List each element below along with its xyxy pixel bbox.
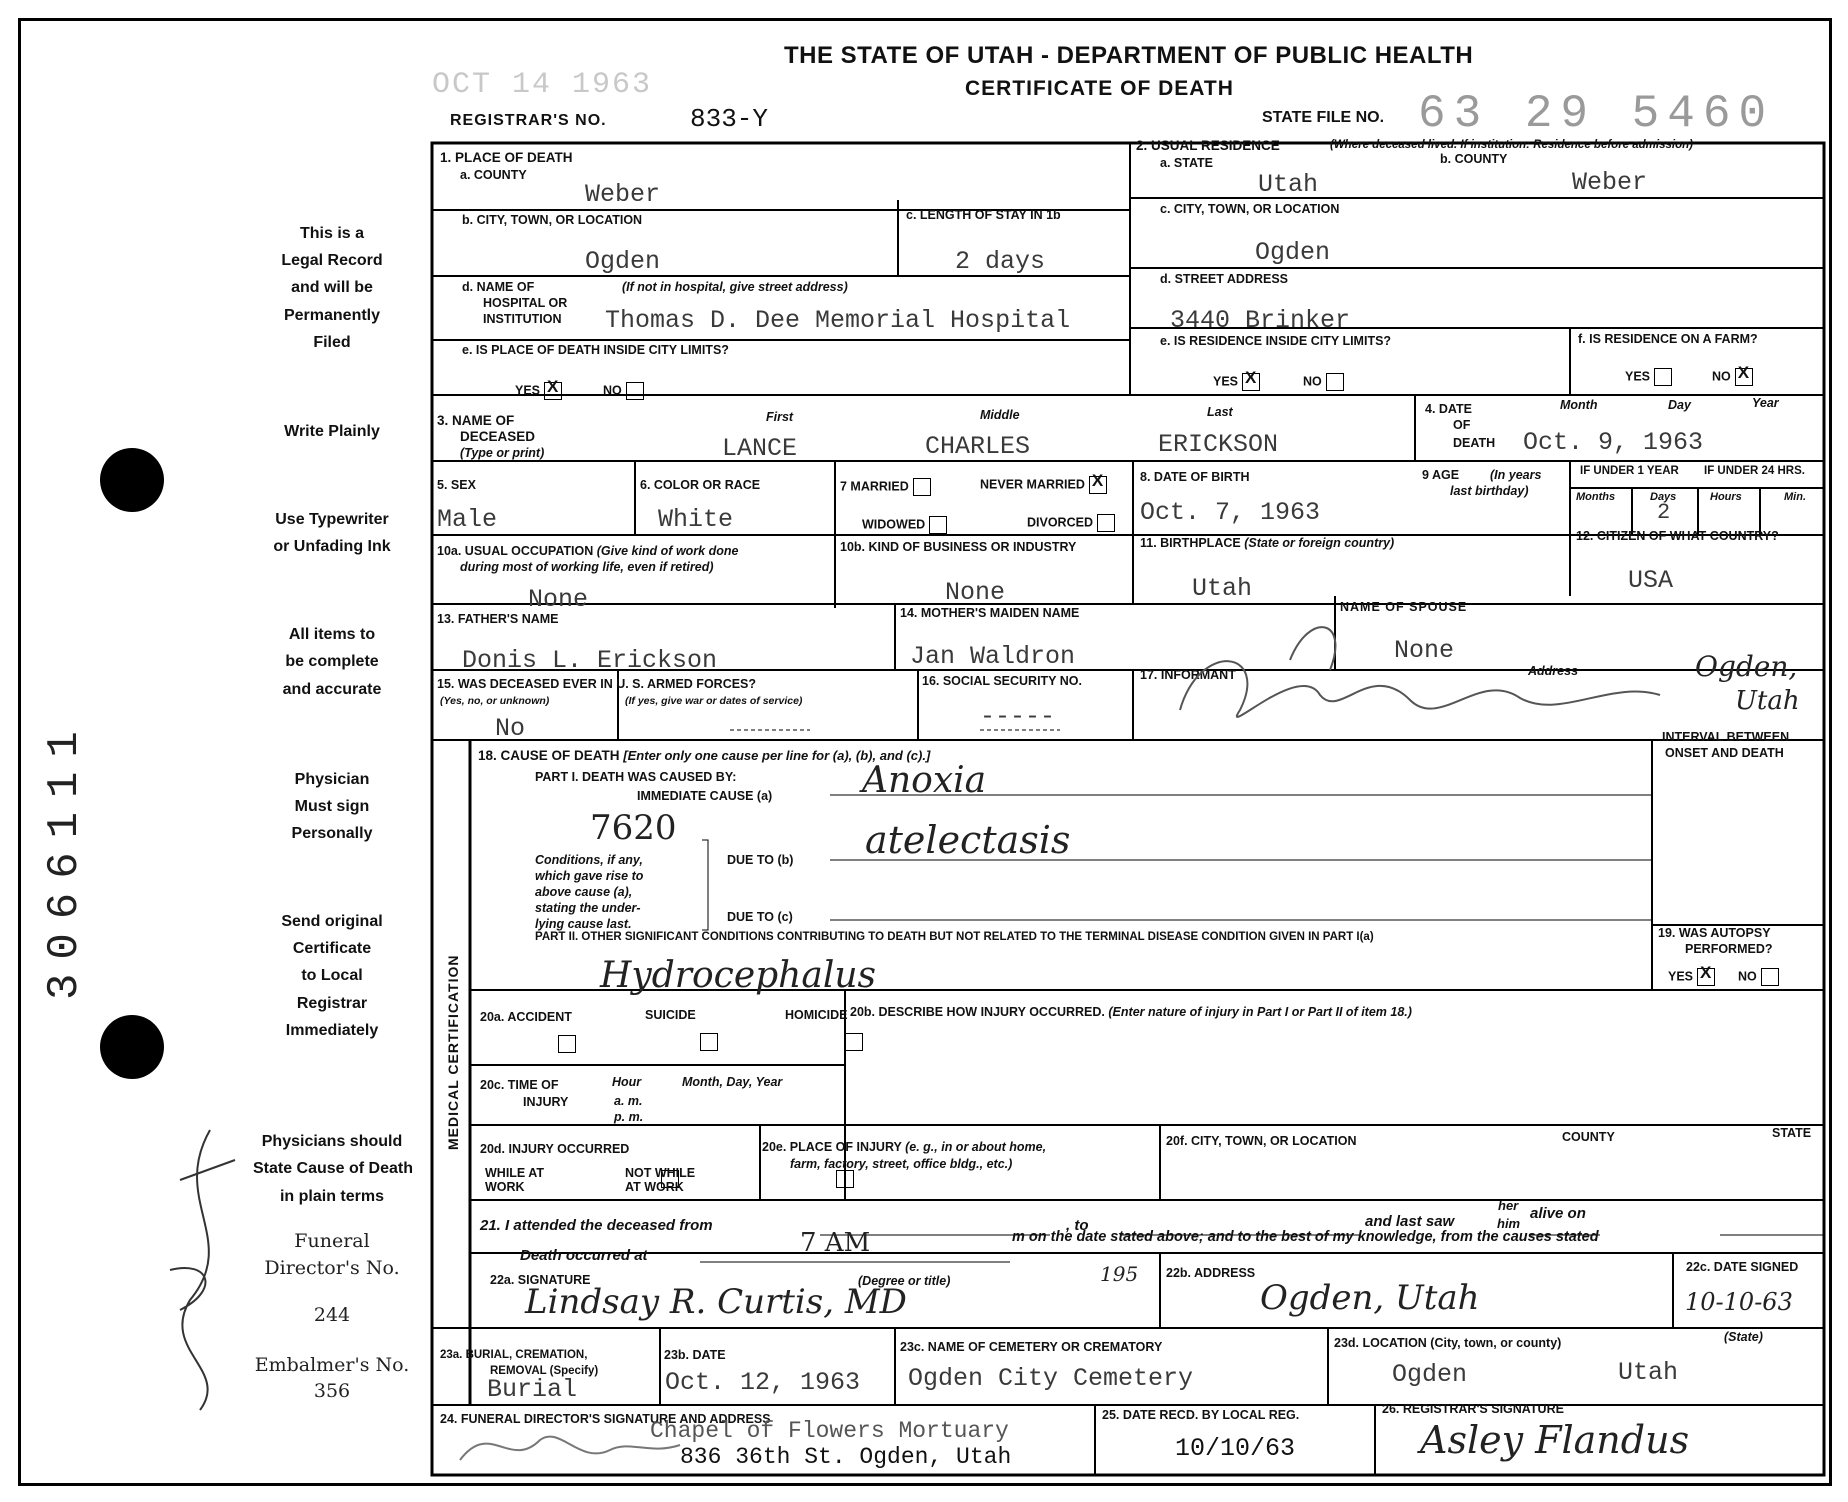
death-city-limits-label: e. IS PLACE OF DEATH INSIDE CITY LIMITS? — [462, 343, 729, 357]
sidebar-note-16: to Local — [301, 967, 363, 984]
checkbox-checked[interactable] — [1697, 968, 1715, 986]
sidebar-note-20: State Cause of Death — [252, 1160, 414, 1177]
checkbox-checked[interactable] — [1089, 476, 1107, 494]
informant-address-label: Address — [1528, 664, 1579, 678]
state-file-label: STATE FILE NO. — [1262, 109, 1385, 126]
middle-name: CHARLES — [925, 432, 1031, 461]
death-city-label: b. CITY, TOWN, OR LOCATION — [462, 213, 643, 227]
death-date-label-2: OF — [1453, 418, 1471, 432]
res-state-label: a. STATE — [1160, 156, 1214, 170]
interval-label-2: ONSET AND DEATH — [1665, 746, 1784, 760]
spouse-name: None — [1394, 636, 1455, 665]
cemetery-label: 23c. NAME OF CEMETERY OR CREMATORY — [900, 1340, 1163, 1354]
injury-occurred-label: 20d. INJURY OCCURRED — [480, 1142, 630, 1156]
death-city-limits-yes[interactable]: YESX — [515, 382, 562, 400]
medical-certification-label: MEDICAL CERTIFICATION — [445, 954, 461, 1150]
not-while-at-work-checkbox[interactable] — [836, 1170, 854, 1188]
immediate-cause-label: IMMEDIATE CAUSE (a) — [637, 789, 773, 803]
min-label: Min. — [1784, 491, 1806, 503]
mother-label: 14. MOTHER'S MAIDEN NAME — [900, 606, 1080, 620]
spouse-label: NAME OF SPOUSE — [1340, 600, 1468, 614]
under-1-year-label: IF UNDER 1 YEAR — [1580, 465, 1679, 477]
burial-type: Burial — [487, 1375, 578, 1404]
hospital-label-2: HOSPITAL OR — [483, 296, 568, 310]
funeral-director-name: Chapel of Flowers Mortuary — [650, 1418, 1009, 1444]
funeral-director-address: 836 36th St. Ogden, Utah — [680, 1444, 1012, 1470]
age-days: 2 — [1657, 500, 1671, 525]
burial-date-label: 23b. DATE — [664, 1348, 726, 1362]
last-name-label: Last — [1207, 405, 1233, 419]
death-occurred-label: Death occurred at — [520, 1247, 648, 1264]
conditions-1: Conditions, if any, — [535, 853, 643, 867]
race-label: 6. COLOR OR RACE — [640, 478, 761, 492]
divorced-option[interactable]: DIVORCED — [1027, 514, 1115, 532]
part-1-label: PART I. DEATH WAS CAUSED BY: — [535, 770, 737, 784]
vertical-serial-number: 3066111 — [40, 717, 90, 1000]
burial-location-label: 23d. LOCATION (City, town, or county) — [1334, 1336, 1562, 1350]
funeral-director-label: 24. FUNERAL DIRECTOR'S SIGNATURE AND ADDRESS — [440, 1412, 771, 1426]
attended-from-label: 21. I attended the deceased from — [480, 1217, 713, 1234]
sidebar-note-7: or Unfading Ink — [273, 538, 391, 555]
due-to-c-label: DUE TO (c) — [727, 910, 793, 924]
residence-hint: (Where deceased lived. If institution: Residence before admission) — [1330, 139, 1693, 151]
death-county-label: a. COUNTY — [460, 168, 527, 182]
res-street-label: d. STREET ADDRESS — [1160, 272, 1289, 286]
alive-on-label: alive on — [1530, 1205, 1586, 1222]
informant-address-1: Ogden, — [1695, 650, 1798, 683]
father-name: Donis L. Erickson — [462, 646, 718, 675]
homicide-checkbox[interactable] — [845, 1033, 863, 1051]
page-subtitle: CERTIFICATE OF DEATH — [965, 77, 1234, 100]
married-option[interactable]: 7 MARRIED — [840, 478, 931, 496]
informant-signature — [1160, 600, 1680, 755]
part-2-value: Hydrocephalus — [600, 955, 876, 996]
due-to-b: atelectasis — [865, 818, 1071, 862]
funeral-label-1: Funeral — [294, 1230, 370, 1252]
occupation: None — [528, 585, 589, 614]
death-city: Ogden — [585, 247, 661, 276]
hours-label: Hours — [1710, 491, 1742, 503]
sidebar-note-17: Registrar — [296, 995, 368, 1012]
sidebar-note-5: Write Plainly — [284, 423, 380, 440]
checkbox[interactable] — [1654, 368, 1672, 386]
death-county: Weber — [585, 180, 661, 209]
state-file-no: 63 29 5460 — [1418, 88, 1775, 140]
sidebar-note-11: Physician — [294, 771, 370, 788]
checkbox-checked[interactable] — [1735, 368, 1753, 386]
registrar-no-label: REGISTRAR'S NO. — [450, 112, 607, 129]
day-label: Day — [1668, 398, 1691, 412]
signature-label: 22a. SIGNATURE — [490, 1273, 591, 1287]
page-title: THE STATE OF UTAH - DEPARTMENT OF PUBLIC HEALTH — [784, 42, 1474, 69]
sidebar-note-9: be complete — [285, 653, 379, 670]
physician-number: 195 — [1100, 1262, 1139, 1286]
age-label-2: (In years — [1490, 468, 1542, 482]
last-saw-label: and last saw — [1365, 1213, 1455, 1230]
sidebar-note-12: Must sign — [294, 798, 370, 815]
burial-location-city: Ogden — [1392, 1360, 1468, 1389]
months-label: Months — [1576, 491, 1616, 503]
hospital-name: Thomas D. Dee Memorial Hospital — [605, 306, 1071, 335]
autopsy-no[interactable]: NO — [1738, 968, 1779, 986]
sidebar-note-14: Send original — [281, 913, 383, 930]
physician-address-label: 22b. ADDRESS — [1166, 1266, 1256, 1280]
her-label: her — [1498, 1198, 1519, 1213]
first-name-label: First — [766, 410, 794, 424]
immediate-cause: Anoxia — [862, 760, 987, 801]
residence-label: 2. USUAL RESIDENCE — [1136, 138, 1280, 153]
res-county: Weber — [1572, 168, 1648, 197]
business: None — [945, 578, 1006, 607]
interval-label-1: INTERVAL BETWEEN — [1662, 730, 1790, 744]
under-24-hrs-label: IF UNDER 24 HRS. — [1704, 465, 1805, 477]
sidebar-note-8: All items to — [288, 626, 376, 643]
hospital-label-3: INSTITUTION — [483, 312, 562, 326]
time-of-injury-1: 20c. TIME OF — [480, 1078, 559, 1092]
death-date: Oct. 9, 1963 — [1523, 428, 1704, 457]
while-at-work[interactable]: WHILE AT WORK — [485, 1166, 545, 1194]
res-city-label: c. CITY, TOWN, OR LOCATION — [1160, 202, 1340, 216]
dob: Oct. 7, 1963 — [1140, 498, 1321, 527]
farm-no[interactable]: NOX — [1712, 368, 1753, 386]
armed-forces-hint-2: (If yes, give war or dates of service) — [625, 695, 803, 707]
armed-forces-hint-1: (Yes, no, or unknown) — [440, 695, 550, 707]
disease-code: 7620 — [590, 808, 677, 848]
mother-name: Jan Waldron — [910, 642, 1076, 671]
hospital-hint: (If not in hospital, give street address) — [622, 280, 848, 294]
sidebar-note-19: Physicians should — [261, 1133, 403, 1150]
part-2-label: PART II. OTHER SIGNIFICANT CONDITIONS CONTRIBUTING TO DEATH BUT NOT RELATED TO THE TERMINAL DISEASE CONDITION GIVEN IN PART I(a) — [535, 931, 1374, 943]
autopsy-yes[interactable]: YESX — [1668, 968, 1715, 986]
conditions-2: which gave rise to — [535, 869, 644, 883]
burial-date: Oct. 12, 1963 — [665, 1368, 861, 1397]
date-recd-label: 25. DATE RECD. BY LOCAL REG. — [1102, 1408, 1300, 1422]
ssn: ----- — [980, 702, 1056, 731]
date-signed-label: 22c. DATE SIGNED — [1686, 1260, 1799, 1274]
burial-location-state: Utah — [1618, 1358, 1679, 1387]
first-name: LANCE — [722, 434, 798, 463]
age-label-3: last birthday) — [1450, 484, 1529, 498]
mdy-label: Month, Day, Year — [682, 1075, 783, 1089]
armed-forces-label: 15. WAS DECEASED EVER IN U. S. ARMED FORCES? — [437, 677, 757, 691]
res-state: Utah — [1258, 170, 1319, 199]
year-label: Year — [1752, 396, 1779, 410]
sex: Male — [437, 505, 498, 534]
informant-address-2: Utah — [1735, 686, 1800, 716]
injury-county-label: COUNTY — [1562, 1130, 1615, 1144]
sex-label: 5. SEX — [437, 478, 476, 492]
widowed-option[interactable]: WIDOWED — [862, 516, 947, 534]
sidebar-note-1: Legal Record — [281, 252, 383, 269]
degree-label: (Degree or title) — [858, 1274, 951, 1288]
him-label: him — [1497, 1216, 1521, 1231]
death-time: 7 AM — [800, 1228, 871, 1258]
autopsy-label-1: 19. WAS AUTOPSY — [1658, 926, 1771, 940]
time-of-injury-2: INJURY — [523, 1095, 569, 1109]
pm-label: p. m. — [614, 1110, 644, 1124]
death-occurred-text: m on the date stated above; and to the best of my knowledge, from the causes stated — [1012, 1229, 1599, 1245]
suicide-label: SUICIDE — [645, 1008, 696, 1022]
registrar-no: 833-Y — [690, 104, 769, 134]
hour-label: Hour — [612, 1075, 642, 1089]
occupation-hint-2: during most of working life, even if retired) — [460, 560, 714, 574]
sidebar-note-4: Filed — [313, 334, 351, 351]
res-city-limits-no[interactable]: NO — [1303, 373, 1344, 391]
res-city-limits-yes[interactable]: YESX — [1213, 373, 1260, 391]
deceased-name-label-3: (Type or print) — [460, 446, 545, 460]
month-label: Month — [1560, 398, 1598, 412]
res-city-limits-label: e. IS RESIDENCE INSIDE CITY LIMITS? — [1160, 334, 1392, 348]
date-recd: 10/10/63 — [1175, 1434, 1296, 1463]
state-hint: (State) — [1724, 1330, 1763, 1344]
accident-label: 20a. ACCIDENT — [480, 1010, 572, 1024]
armed-forces: No — [495, 714, 526, 743]
race: White — [658, 505, 734, 534]
sidebar-note-13: Personally — [291, 825, 373, 842]
conditions-4: stating the under- — [535, 901, 641, 915]
cause-label: 18. CAUSE OF DEATH [Enter only one cause per line for (a), (b), and (c).] — [478, 748, 931, 763]
injury-city-label: 20f. CITY, TOWN, OR LOCATION — [1166, 1134, 1357, 1148]
place-of-death-label: 1. PLACE OF DEATH — [440, 150, 573, 165]
checkbox[interactable] — [1761, 968, 1779, 986]
registrar-signature-label: 26. REGISTRAR'S SIGNATURE — [1382, 1402, 1564, 1416]
checkbox[interactable] — [1097, 514, 1115, 532]
place-of-injury-hint: farm, factory, street, office bldg., etc.) — [790, 1157, 1013, 1171]
death-date-label-3: DEATH — [1453, 436, 1496, 450]
place-of-injury-label: 20e. PLACE OF INJURY (e. g., in or about home, — [762, 1140, 1047, 1154]
embalmer-no: 356 — [313, 1380, 351, 1402]
due-to-b-label: DUE TO (b) — [727, 853, 794, 867]
accident-checkbox[interactable] — [558, 1035, 576, 1053]
autopsy-label-2: PERFORMED? — [1685, 942, 1773, 956]
date-signed: 10-10-63 — [1685, 1288, 1793, 1316]
registrar-signature: Asley Flandus — [1420, 1418, 1690, 1462]
age-label-1: 9 AGE — [1422, 468, 1460, 482]
sidebar-note-21: in plain terms — [279, 1188, 385, 1205]
deceased-name-label-2: DECEASED — [460, 429, 536, 444]
sidebar-note-15: Certificate — [292, 940, 372, 957]
burial-type-label-2: REMOVAL (Specify) — [490, 1365, 599, 1377]
funeral-no: 244 — [313, 1304, 351, 1326]
dob-label: 8. DATE OF BIRTH — [1140, 470, 1250, 484]
death-date-label-1: 4. DATE — [1425, 402, 1472, 416]
injury-state-label: STATE — [1772, 1126, 1812, 1140]
stay-label: c. LENGTH OF STAY IN 1b — [906, 208, 1061, 222]
citizen-label: 12. CITIZEN OF WHAT COUNTRY? — [1576, 529, 1779, 543]
citizen: USA — [1628, 566, 1674, 595]
stay-length: 2 days — [955, 247, 1046, 276]
conditions-3: above cause (a), — [535, 885, 633, 899]
sidebar-note-0: This is a — [299, 225, 365, 242]
am-label: a. m. — [614, 1094, 643, 1108]
days-label: Days — [1650, 491, 1677, 503]
attended-to-label: , to — [1066, 1217, 1089, 1234]
funeral-director-signature — [450, 1410, 690, 1485]
funeral-label-2: Director's No. — [264, 1257, 400, 1279]
burial-type-label-1: 23a. BURIAL, CREMATION, — [440, 1349, 588, 1361]
birthplace: Utah — [1192, 574, 1253, 603]
never-married-option[interactable]: NEVER MARRIEDX — [980, 476, 1107, 494]
ssn-label: 16. SOCIAL SECURITY NO. — [922, 674, 1082, 688]
embalmer-label: Embalmer's No. — [254, 1354, 410, 1376]
describe-injury-label: 20b. DESCRIBE HOW INJURY OCCURRED. (Enter nature of injury in Part I or Part II of item 18.) — [850, 1005, 1412, 1019]
not-while-at-work[interactable]: NOT WHILE AT WORK — [625, 1166, 696, 1194]
sidebar-note-6: Use Typewriter — [275, 511, 389, 528]
checkbox[interactable] — [626, 382, 644, 400]
hospital-label-1: d. NAME OF — [462, 280, 535, 294]
suicide-checkbox[interactable] — [700, 1033, 718, 1051]
conditions-5: lying cause last. — [535, 917, 632, 931]
checkbox-checked[interactable] — [544, 382, 562, 400]
sidebar-note-2: and will be — [291, 279, 373, 296]
informant-label: 17. INFORMANT — [1140, 668, 1236, 682]
father-label: 13. FATHER'S NAME — [437, 612, 559, 626]
checkbox[interactable] — [929, 516, 947, 534]
checkbox[interactable] — [1326, 373, 1344, 391]
deceased-name-label-1: 3. NAME OF — [437, 413, 515, 428]
homicide-label: HOMICIDE — [785, 1008, 848, 1022]
physician-signature: Lindsay R. Curtis, MD — [525, 1282, 907, 1322]
birthplace-label: 11. BIRTHPLACE (State or foreign country) — [1140, 536, 1395, 550]
death-city-limits-no[interactable]: NO — [603, 382, 644, 400]
farm-label: f. IS RESIDENCE ON A FARM? — [1578, 332, 1758, 346]
sidebar-note-18: Immediately — [285, 1022, 379, 1039]
checkbox-checked[interactable] — [1242, 373, 1260, 391]
received-stamp: OCT 14 1963 — [432, 68, 653, 102]
res-street: 3440 Brinker — [1170, 306, 1351, 335]
physician-address: Ogden, Utah — [1260, 1278, 1480, 1318]
last-name: ERICKSON — [1158, 430, 1279, 459]
middle-name-label: Middle — [980, 408, 1020, 422]
res-county-label: b. COUNTY — [1440, 152, 1508, 166]
checkbox[interactable] — [913, 478, 931, 496]
occupation-label: 10a. USUAL OCCUPATION (Give kind of work done — [437, 544, 739, 558]
res-city: Ogden — [1255, 238, 1331, 267]
sidebar-note-10: and accurate — [282, 681, 382, 698]
farm-yes[interactable]: YES — [1625, 368, 1672, 386]
sidebar-note-3: Permanently — [283, 307, 381, 324]
business-label: 10b. KIND OF BUSINESS OR INDUSTRY — [840, 540, 1077, 554]
cemetery-name: Ogden City Cemetery — [908, 1364, 1194, 1393]
